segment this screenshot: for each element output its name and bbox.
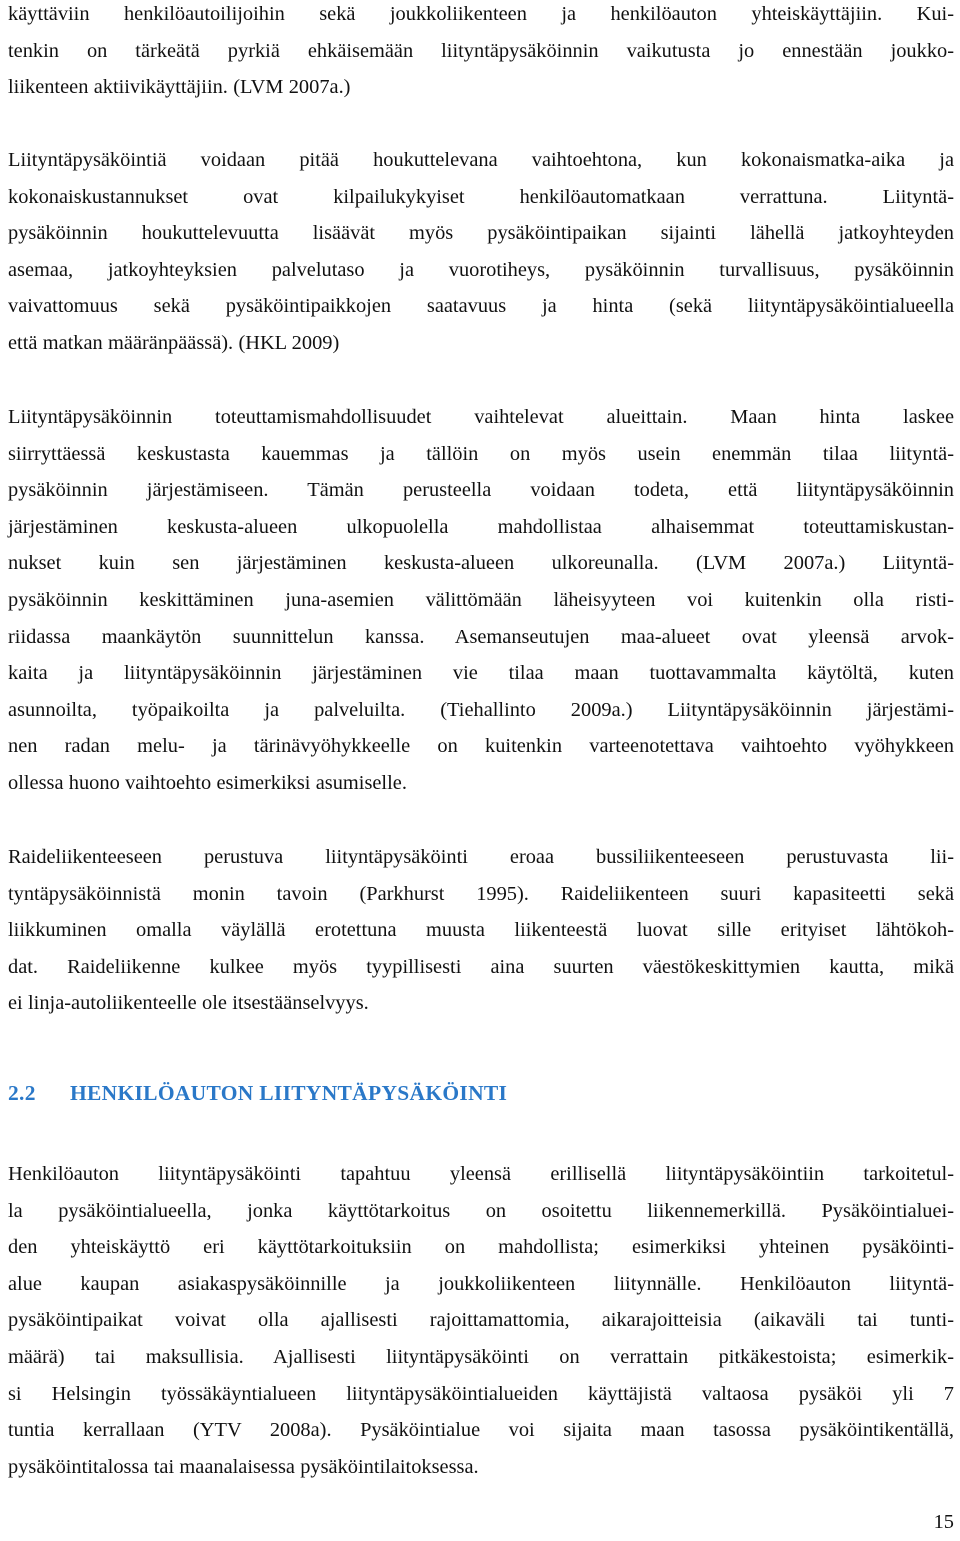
text-line: la pysäköintialueella, jonka käyttötarkoitus on osoitettu liikennemerkillä. Pysäköintialuei- [8, 1199, 954, 1222]
text-line: riidassa maankäytön suunnittelun kanssa. Asemanseutujen maa-alueet ovat yleensä arvok- [8, 625, 954, 648]
section-title: HENKILÖAUTON LIITYNTÄPYSÄKÖINTI [70, 1081, 508, 1105]
text-line: dat. Raideliikenne kulkee myös tyypillisesti aina suurten väestökeskittymien kautta, mikä [8, 955, 954, 978]
text-line: tuntia kerrallaan (YTV 2008a). Pysäköintialue voi sijaita maan tasossa pysäköintikentällä, [8, 1419, 954, 1442]
section-number: 2.2 [8, 1081, 36, 1105]
text-line: den yhteiskäyttö eri käyttötarkoituksiin on mahdollista; esimerkiksi yhteinen pysäköinti- [8, 1236, 954, 1259]
text-line: pysäköinnin järjestämiseen. Tämän perusteella voidaan todeta, että liityntäpysäköinnin [8, 479, 954, 502]
text-line: Raideliikenteeseen perustuva liityntäpysäköinti eroaa bussiliikenteeseen perustuvasta lii- [8, 846, 954, 868]
text-line: pysäköinnin keskittäminen juna-asemien välittömään läheisyyteen voi kuitenkin olla risti- [8, 588, 954, 611]
text-line: käyttäviin henkilöautoilijoihin sekä joukkoliikenteen ja henkilöauton yhteiskäyttäjiin. Kui- [8, 3, 954, 25]
text-line: tenkin on tärkeätä pyrkiä ehkäisemään liityntäpysäköinnin vaikutusta jo ennestään joukko- [8, 39, 954, 62]
text-line: järjestäminen keskusta-alueen ulkopuolella mahdollistaa alhaisemmat toteuttamiskustan- [8, 515, 954, 538]
text-line: vaivattomuus sekä pysäköintipaikkojen saatavuus ja hinta (sekä liityntäpysäköintialueella [8, 295, 954, 318]
section-heading [8, 1075, 507, 1111]
text-line: määrä) tai maksullisia. Ajallisesti liityntäpysäköinti on verrattain pitkäkestoista; esimerkik- [8, 1345, 954, 1368]
text-line: että matkan määränpäässä). (HKL 2009) [8, 331, 340, 354]
text-line: pysäköintitalossa tai maanalaisessa pysäköintilaitoksessa. [8, 1455, 479, 1478]
text-line: kokonaiskustannukset ovat kilpailukykyiset henkilöautomatkaan verrattuna. Liityntä- [8, 185, 954, 208]
text-line: asemaa, jatkoyhteyksien palvelutaso ja vuorotiheys, pysäköinnin turvallisuus, pysäköinnin [8, 258, 954, 281]
text-line: nukset kuin sen järjestäminen keskusta-alueen ulkoreunalla. (LVM 2007a.) Liityntä- [8, 552, 954, 575]
text-line: tyntäpysäköinnistä monin tavoin (Parkhurst 1995). Raideliikenteen suuri kapasiteetti sekä [8, 882, 954, 905]
paragraph-1 [8, 0, 954, 106]
text-line: siirryttäessä keskustasta kauemmas ja tällöin on myös usein enemmän tilaa liityntä- [8, 442, 954, 465]
text-line: kaita ja liityntäpysäköinnin järjestäminen vie tilaa maan tuottavammalta käytöltä, kuten [8, 662, 954, 685]
text-line: si Helsingin työssäkäyntialueen liityntäpysäköintialueiden käyttäjistä valtaosa pysäköi yli 7 [8, 1382, 954, 1405]
text-line: asunnoilta, työpaikoilta ja palveluilta. (Tiehallinto 2009a.) Liityntäpysäköinnin järjestämi- [8, 698, 954, 721]
text-line: pysäköintipaikat voivat olla ajallisesti rajoittamattomia, aikarajoitteisia (aikaväli tai tunti- [8, 1309, 954, 1332]
text-line: ei linja-autoliikenteelle ole itsestäänselvyys. [8, 992, 369, 1015]
paragraph-4 [8, 839, 954, 1022]
text-line: Liityntäpysäköintiä voidaan pitää houkuttelevana vaihtoehtona, kun kokonaismatka-aika ja [8, 149, 954, 171]
text-line: nen radan melu- ja tärinävyöhykkeelle on kuitenkin varteenotettava vaihtoehto vyöhykkeen [8, 735, 954, 758]
paragraph-5 [8, 1156, 954, 1485]
text-line: liikkuminen omalla väylällä erotettuna muusta liikenteestä luovat sille erityiset lähtökoh- [8, 919, 954, 942]
text-line: alue kaupan asiakaspysäköinnille ja joukkoliikenteen liitynnälle. Henkilöauton liityntä- [8, 1272, 954, 1295]
paragraph-3 [8, 399, 954, 802]
text-line: Liityntäpysäköinnin toteuttamismahdollisuudet vaihtelevat alueittain. Maan hinta laskee [8, 406, 954, 428]
text-line: liikenteen aktiivikäyttäjiin. (LVM 2007a.) [8, 76, 351, 99]
page-number: 15 [933, 1511, 954, 1533]
text-line: pysäköinnin houkuttelevuutta lisäävät myös pysäköintipaikan sijainti lähellä jatkoyhteyden [8, 222, 954, 245]
paragraph-2 [8, 142, 954, 362]
text-line: ollessa huono vaihtoehto esimerkiksi asumiselle. [8, 771, 407, 794]
text-line: Henkilöauton liityntäpysäköinti tapahtuu yleensä erillisellä liityntäpysäköintiin tarkoitetul- [8, 1163, 954, 1185]
